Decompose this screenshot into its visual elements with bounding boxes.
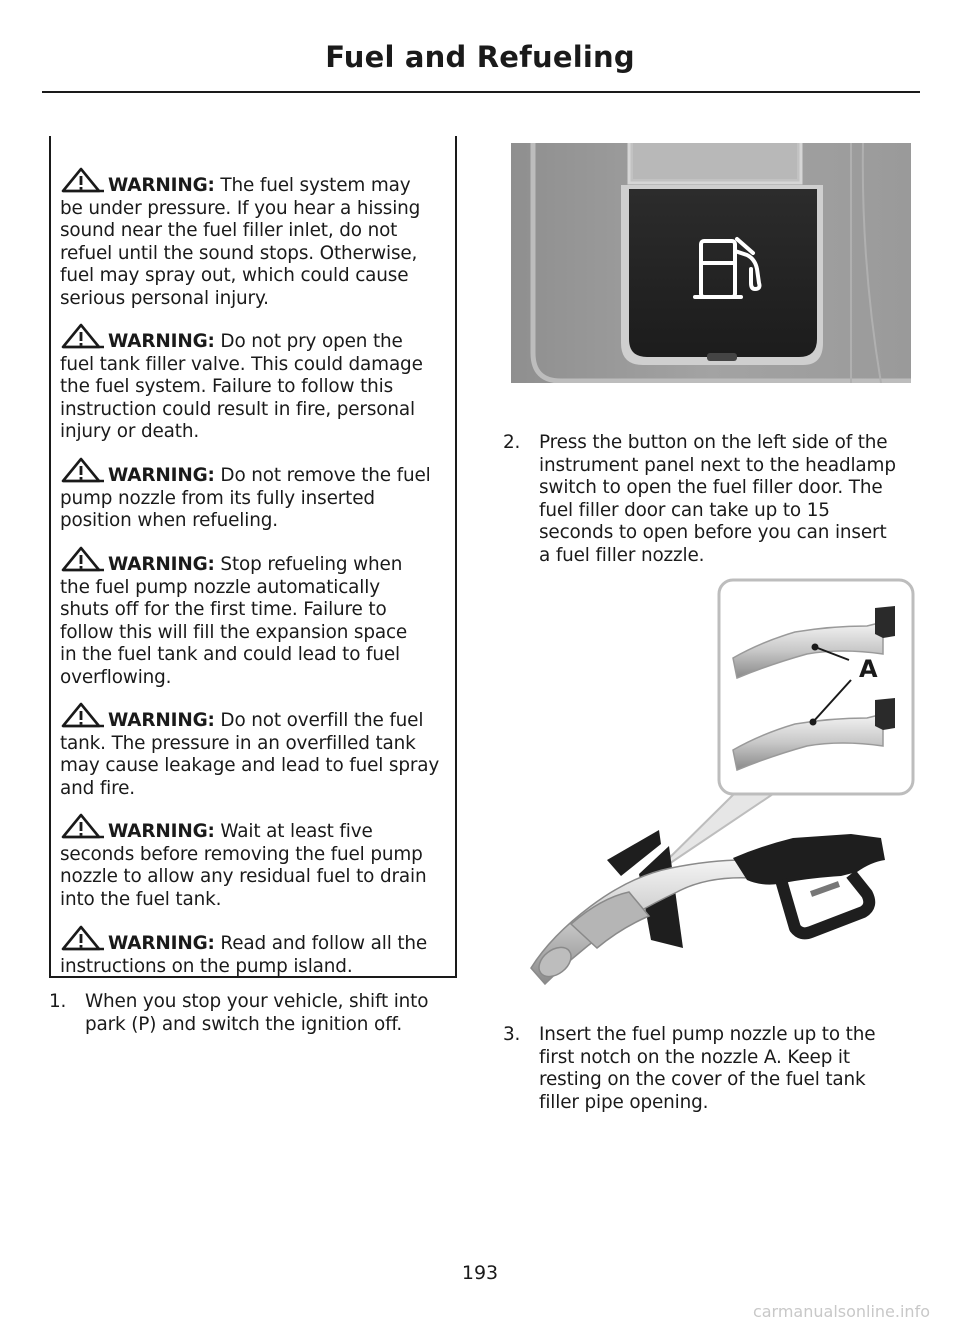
warning-label: WARNING: [108, 465, 215, 486]
step-3 [503, 1024, 918, 1119]
page-title: Fuel and Refueling [325, 40, 635, 74]
page-number: 193 [461, 1262, 499, 1284]
warning-2: WARNING: Do not pry open the fuel tank filler valve. This could damage the fuel system. Failure to follow this instruction could result in fire, personal injury or death. [60, 322, 452, 444]
watermark: carmanualsonline.info [752, 1302, 930, 1321]
warning-triangle-icon [61, 545, 105, 573]
warning-triangle-icon [61, 322, 105, 350]
warning-label: WARNING: [108, 933, 215, 954]
fuel-door-figure [511, 143, 911, 383]
step-text: When you stop your vehicle, shift into park (P) and switch the ignition off. [85, 991, 429, 1035]
step-number: 2. [503, 432, 521, 453]
warning-triangle-icon [61, 166, 105, 194]
warning-7: WARNING: Read and follow all the instructions on the pump island. [60, 924, 452, 978]
step-text: Press the button on the left side of the instrument panel next to the headlamp switch to open the fuel filler door. The fuel filler door can take up to 15 seconds to open before you can insert a fuel filler nozzle. [539, 432, 896, 566]
warning-1: WARNING: The fuel system may be under pressure. If you hear a hissing sound near the fuel filler inlet, do not refuel until the sound stops. Otherwise, fuel may spray out, which could cause serious personal injury. [60, 166, 452, 310]
warning-label: WARNING: [108, 175, 215, 196]
warning-triangle-icon [61, 924, 105, 952]
step-text: Insert the fuel pump nozzle up to the first notch on the nozzle A. Keep it resting on the cover of the fuel tank filler pipe opening. [539, 1024, 876, 1113]
warning-3: WARNING: Do not remove the fuel pump nozzle from its fully inserted position when refueling. [60, 456, 452, 533]
warning-label: WARNING: [108, 331, 215, 352]
warning-label: WARNING: [108, 710, 215, 731]
warning-triangle-icon [61, 812, 105, 840]
step-2 [503, 432, 918, 572]
step-1 [49, 991, 459, 1041]
step-number: 3. [503, 1024, 521, 1045]
header-rule [42, 91, 920, 93]
warning-label: WARNING: [108, 821, 215, 842]
warning-4: WARNING: Stop refueling when the fuel pump nozzle automatically shuts off for the first time. Failure to follow this will fill the expansion space in the fuel tank and could lead to fuel overflowing. [60, 545, 452, 689]
nozzle-callout-label: A [859, 655, 878, 683]
warning-label: WARNING: [108, 554, 215, 575]
warning-triangle-icon [61, 701, 105, 729]
warning-5: WARNING: Do not overfill the fuel tank. The pressure in an overfilled tank may cause leakage and lead to fuel spray and fire. [60, 701, 452, 800]
warning-triangle-icon [61, 456, 105, 484]
fuel-nozzle-figure [511, 576, 915, 988]
step-number: 1. [49, 991, 67, 1012]
warning-6: WARNING: Wait at least five seconds before removing the fuel pump nozzle to allow any residual fuel to drain into the fuel tank. [60, 812, 452, 911]
